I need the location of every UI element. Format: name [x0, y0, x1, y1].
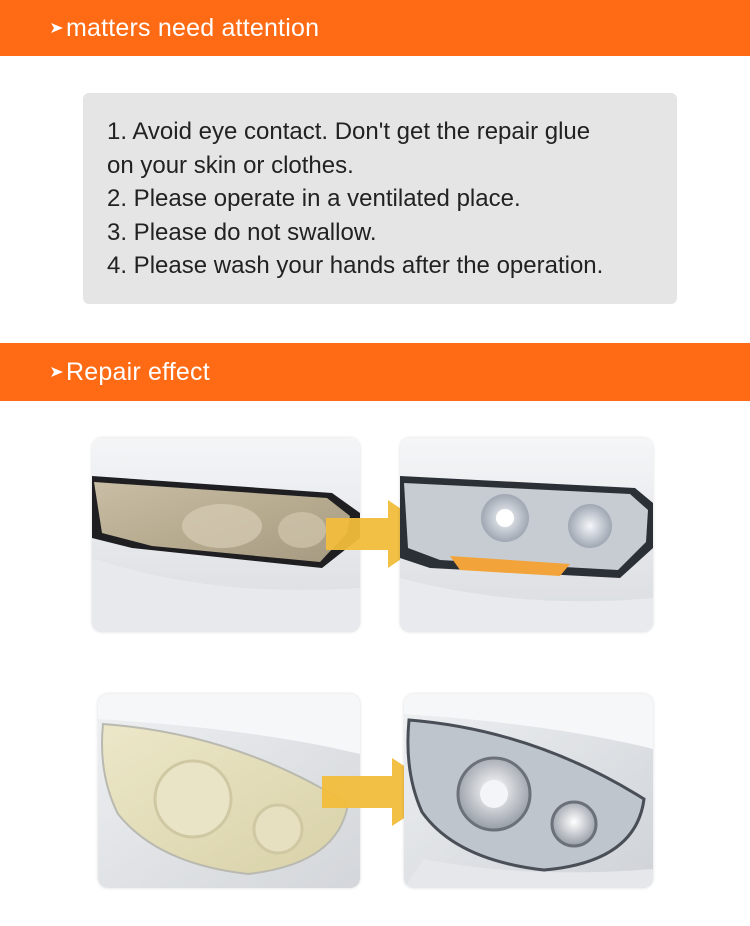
after-headlight-photo-2 — [404, 694, 653, 888]
after-headlight-photo-1 — [400, 438, 653, 632]
precaution-line: on your skin or clothes. — [107, 151, 354, 179]
section-title: Repair effect — [66, 357, 210, 386]
before-headlight-photo-1 — [92, 438, 360, 632]
before-headlight-photo-2 — [98, 694, 360, 888]
precaution-line: 1. Avoid eye contact. Don't get the repair glue — [107, 118, 591, 145]
precaution-line: 3. Please do not swallow. — [107, 218, 377, 246]
precautions-box — [83, 93, 677, 304]
precaution-line: 4. Please wash your hands after the operation. — [107, 252, 604, 279]
section-banner-attention — [0, 0, 750, 56]
precaution-line: 2. Please operate in a ventilated place. — [107, 185, 521, 212]
arrow-bullet-icon — [50, 365, 64, 379]
section-banner-repair-effect — [0, 343, 750, 401]
section-title: matters need attention — [66, 13, 320, 42]
arrow-bullet-icon — [50, 21, 64, 35]
